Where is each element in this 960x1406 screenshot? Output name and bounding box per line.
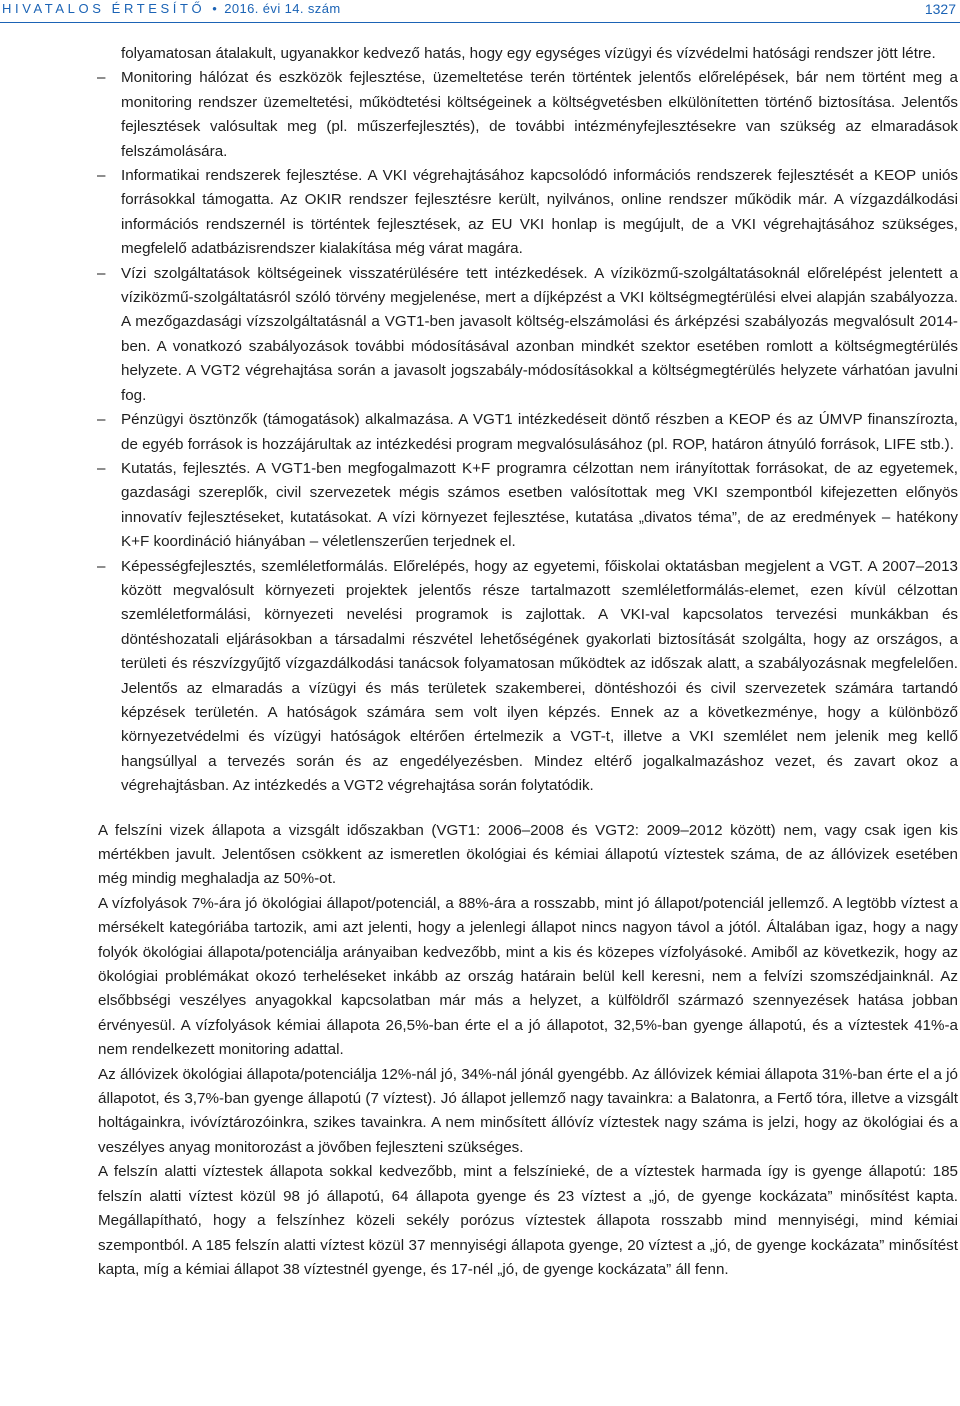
measures-list (0, 66, 960, 798)
list-item-text: Pénzügyi ösztönzők (támogatások) alkalmazása. A VGT1 intézkedéseit döntő részben a KEOP és az ÚMVP finanszírozta, de egyéb források is hozzájárultak az intézkedési program megvalósulásához (pl. ROP, határon átnyúló források, LIFE stb.). (121, 411, 958, 453)
body-paragraph: Az állóvizek ökológiai állapota/potenciálja 12%-nál jó, 34%-nál jónál gyengébb. Az állóvizek kémiai állapota 31%-ban érte el a jó állapotot, és 3,7%-ban gyenge állapotú (7 víztest). Jó állapot jellemző nagy tavainkra: a Balatonra, a Fertő tóra, illetve a vizsgált holtágainkra, ivóvíztározóinkra, szikes tavainkra. A nem minősített állóvíz víztestek nagy száma is jelzi, hogy az ökológiai és a veszélyes anyag monitorozást a jövőben fejleszteni szükséges. (98, 1065, 958, 1156)
list-item (0, 262, 960, 408)
list-item (0, 555, 960, 799)
body-paragraph: A felszíni vizek állapota a vizsgált időszakban (VGT1: 2006–2008 és VGT2: 2009–2012 között) nem, vagy csak igen kis mértékben javult. Jelentősen csökkent az ismeretlen ökológiai és kémiai állapotú víztestek száma, de az állóvizek esetében még mindig meghaladja az 50%-ot. (98, 821, 958, 888)
list-item-text: Vízi szolgáltatások költségeinek visszatérülésére tett intézkedések. A víziközmű-szolgáltatásoknál előrelépést jelentett a víziközmű-szolgáltatásról szóló törvény megjelenése, mert a díjképzést a VKI költségmegtérülési elvei alapján szabályozza. A mezőgazdasági vízszolgáltatásnál a VGT1-ben javasolt költség-elszámolási és árképzési szabályozás megvalósult 2014-ben. A vonatkozó szabályozások további módosításával azonban mindkét szektor esetében romlott a költségmegtérülés helyzete. A VGT2 végrehajtása során a javasolt jogszabály-módosításokkal a költségmegtérülés helyzete várhatóan javulni fog. (121, 264, 958, 404)
header-left (2, 1, 341, 16)
list-dash: – (97, 557, 106, 575)
list-item (0, 457, 960, 555)
list-item (0, 164, 960, 262)
publication-title: HIVATALOS ÉRTESÍTŐ (2, 1, 206, 16)
body-paragraph: A felszín alatti víztestek állapota sokkal kedvezőbb, mint a felszínieké, de a víztestek harmada így is gyenge állapotú: 185 felszín alatti víztest közül 98 jó állapotú, 64 állapota gyenge és 23 víztest a „jó, de gyenge kockázata” minősítést kapta. Megállapítható, hogy a felszínhez közeli sekély porózus víztestek állapota rosszabb mind mennyiségi, mind kémiai szempontból. A 185 felszín alatti víztest közül 37 mennyiségi állapota gyenge, 20 víztest a „jó, de gyenge kockázata” minősítést kapta, míg a kémiai állapot 38 víztestnél gyenge, és 17-nél „jó, de gyenge kockázata” áll fenn. (98, 1163, 958, 1278)
list-item-text: Informatikai rendszerek fejlesztése. A VKI végrehajtásához kapcsolódó információs rendszerek fejlesztését a KEOP uniós forrásokkal támogatta. Az OKIR rendszer fejlesztésre került, nyilvános, online rendszer működik már. A vízgazdálkodási információs rendszernél is történtek fejlesztések, az EU VKI honlap is megújult, de a VKI végrehajtásához szükséges, megfelelő adatbázisrendszer kialakítása még várat magára. (121, 167, 958, 258)
list-item-text: Kutatás, fejlesztés. A VGT1-ben megfogalmazott K+F programra célzottan nem irányítottak forrásokat, de az egyetemek, gazdasági szereplők, civil szervezetek mégis számos esetben valósítottak meg VKI szempontból kifejezetten előnyös innovatív fejlesztéseket, kutatásokat. A vízi környezet fejlesztése, kutatása „divatos téma”, de az eredmények – hatékony K+F koordináció hiányában – véletlenszerűen terjednek el. (121, 459, 958, 551)
list-item (0, 66, 960, 164)
list-item (0, 408, 960, 457)
header-rule (0, 22, 960, 23)
page-header (0, 0, 960, 26)
list-item-text: Monitoring hálózat és eszközök fejlesztése, üzemeltetése terén történtek jelentős előrelépések, bár nem történt meg a monitoring rendszer üzemeltetési, működtetési költségeinek a költségvetésben elkülönítetten történő biztosítása. Jelentős fejlesztések valósultak meg (pl. műszerfejlesztés), de további intézményfejlesztésekre van szükség az elmaradások felszámolására. (121, 69, 958, 160)
page-number: 1327 (924, 1, 956, 17)
header-separator: • (212, 1, 218, 16)
issue-date: 2016. évi 14. szám (224, 1, 341, 16)
list-dash: – (97, 69, 106, 87)
section-gap (0, 799, 960, 819)
list-dash: – (97, 411, 106, 429)
list-item-text: Képességfejlesztés, szemléletformálás. Előrelépés, hogy az egyetemi, főiskolai oktatásban megjelent a VGT. A 2007–2013 között megvalósult környezeti projektek jelentős része tartalmazott szemléletformálás-elemet, ezen kívül célzottan szemléletformálási, környezeti nevelési programok is zajlottak. A VKI-val kapcsolatos tervezési munkákban és döntéshozatali eljárásokban a társadalmi részvétel lehetőségének gyakorlati biztosítását szolgálta, hogy az országos, a területi és részvízgyűjtő vízgazdálkodási tanácsok folyamatosan működtek az időszak alatt, a szabályozásnak megfelelően. Jelentős az elmaradás a vízügyi és más területek szakemberei, döntéshozói és civil szervezetek számára tartandó képzések területén. A hatóságok számára sem volt ilyen képzés. Ennek az a következménye, hogy a különböző környezetvédelmi és vízügyi hatóságok eltérően értelmezik a VGT-t, illetve a VKI szemlélet nem jelenik meg kellő hangsúllyal a tervezés során és az engedélyezésben. Mindez eltérő jogalkalmazáshoz vezet, és zavart okoz a végrehajtásban. Az intézkedés a VGT2 végrehajtása során folytatódik. (121, 557, 958, 795)
list-dash: – (97, 167, 106, 185)
list-dash: – (97, 264, 106, 282)
body-paragraph: A vízfolyások 7%-ára jó ökológiai állapot/potenciál, a 88%-ára a rosszabb, mint jó állapot/potenciál jellemző. A legtöbb víztest a mérsékelt kategóriába tartozik, ami azt jelenti, hogy a jelenlegi állapot nincs nagyon távol a jótól. Általában igaz, hogy a nagy folyók ökológiai állapota/potenciálja arányaiban kedvezőbb, mint a kis és közepes vízfolyásoké. Amiből az következik, hogy az ökológiai problémákat okozó terheléseket inkább az ország határain belül kell keresni, nem a felvízi szomszédjainknál. Az elsőbbségi veszélyes anyagokkal kapcsolatban már más a helyzet, a külföldről származó szennyezések hatása jobban érvényesül. A vízfolyások kémiai állapota 26,5%-ban érte el a jó állapotot, 32,5%-ban gyenge állapotú, és a víztestek 41%-a nem rendelkezett monitoring adattal. (98, 894, 958, 1059)
document-body (0, 42, 960, 1282)
continuation-text: folyamatosan átalakult, ugyanakkor kedvező hatás, hogy egy egységes vízügyi és vízvédelmi hatósági rendszer jött létre. (121, 45, 936, 62)
list-dash: – (97, 459, 106, 477)
